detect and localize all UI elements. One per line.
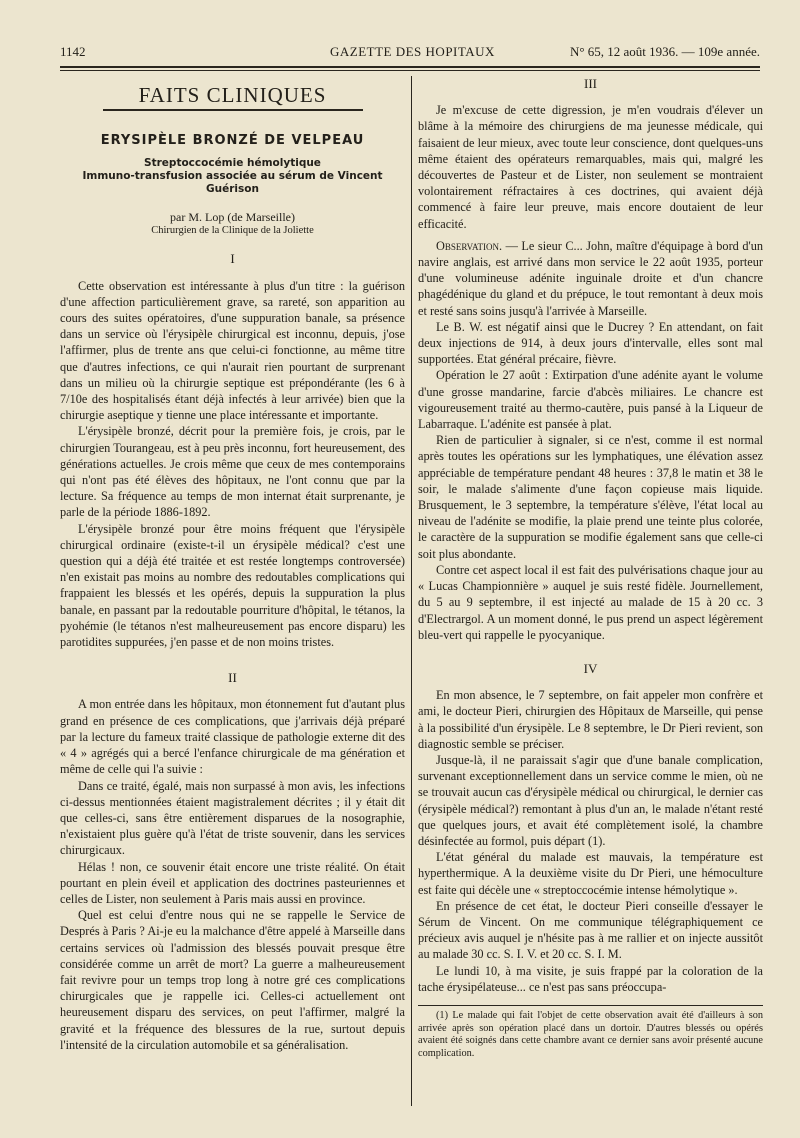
section-heading: FAITS CLINIQUES [103,84,363,111]
part-heading-iii: III [584,76,597,91]
footnote-text: (1) Le malade qui fait l'objet de cette observation avait été d'ailleurs à son arrivée après son opération placé dans un dortoir. D'autres blessés ou opérés avaient été soignés dans cette chambre avant ce dernier sans avoir présenté aucune complication. [418,1009,763,1059]
paragraph: L'érysipèle bronzé, décrit pour la première fois, je crois, par le chirurgien Tourangeau, est à peu près inconnu, fort heureusement, des générations actuelles. Je crois même que ceux de mes contemporains qui n'ont pas été élèves des hôpitaux, ne l'ont connu que par la lecture. Sa fréquence au temps de mon internat était surprenante, je parle de la période 1886-1892. [60,424,405,520]
header-rule-thin [60,70,760,71]
paragraph: Le B. W. est négatif ainsi que le Ducrey ? En attendant, on fait deux injections de 914, à deux jours d'intervalle, elles sont mal supportées. Etat général précaire, fièvre. [418,319,763,367]
article-title: ERYSIPÈLE BRONZÉ DE VELPEAU [100,133,365,149]
article-subtitle [60,157,405,196]
paragraph: L'érysipèle bronzé pour être moins fréquent que l'érysipèle chirurgical ordinaire (existe-t-il un érysipèle médical? c'est une question qui a déjà été traitée et est restée longtemps controversée) n'en existait pas moins au nombre des redoutables complications qui frappaient les blessés et les opérés, depuis la suppuration la plus banale, en passant par la redoutable pourriture d'hôpital, le tétanos, la pyohémie (le tétanos n'est malheureusement pas encore disparu) les parotidites suppurées, j'en passe et de non moins tristes. [60,521,405,650]
journal-title: GAZETTE DES HOPITAUX [330,44,495,59]
right-column [418,76,763,1060]
column-separator [411,76,412,1106]
subtitle-line-1: Streptoccocémie hémolytique [144,157,321,170]
subtitle-line-2: Immuno-transfusion associée au sérum de Vincent [82,170,383,183]
part-heading-i: I [230,251,235,267]
author-byline: par M. Lop (de Marseille) [170,210,295,225]
observation-text: — Le sieur C... John, maître d'équipage à bord d'un navire anglais, est arrivé dans mon service le 22 août 1935, porteur d'une volumineuse adénite inguinale droite et d'un chancre phagédénique du gland et du prépuce, le tout remontant à deux mois et resté sans soins jusqu'à l'arrivée à Marseille. [418,238,763,318]
paragraph: Dans ce traité, égalé, mais non surpassé à mon avis, les infections ci-dessus mentionnées étaient magistralement décrites ; il y était dit que celles-ci, sans être entièrement disparues de la nosographie, n'existaient plus guère qu'à l'état de triste souvenir, dans les services chirurgicaux. [60,778,405,858]
paragraph: En mon absence, le 7 septembre, on fait appeler mon confrère et ami, le docteur Pieri, chirurgien des Hôpitaux de Marseille, qui pense à la possibilité d'un érysipèle. Le 8 septembre, le Dr Pieri revient, son diagnostic semble se préciser. [418,688,763,751]
author-affiliation: Chirurgien de la Clinique de la Joliette [151,225,314,237]
page-number: 1142 [60,44,86,59]
paragraph: A mon entrée dans les hôpitaux, mon étonnement fut d'autant plus grand en présence de ces complications, que j'arrivais déjà préparé par la lecture du fameux traité classique de pathologie externe dit des « 4 » agrégés qui a bercé l'enfance chirurgicale de ma génération et même de celle qui l'a suivie : [60,697,405,777]
paragraph: Contre cet aspect local il est fait des pulvérisations chaque jour au « Lucas Championnière » auquel je suis resté fidèle. Journellement, du 5 au 9 septembre, il est injecté au malade de 15 à 20 cc. 3 d'Electrargol. A un moment donné, le pus prend un aspect légèrement bleu-vert qui rappelle le pyocyanique. [418,562,763,642]
part-heading-ii: II [228,670,237,686]
paragraph: Rien de particulier à signaler, si ce n'est, comme il est normal après toutes les opérations sur les lymphatiques, une élévation assez appréciable de température pendant 48 heures : 37,8 le matin et 38 le soir, le malade s'alimente d'une façon copieuse mais liquide. Brusquement, le 3 septembre, la température s'élève, l'état local au niveau de l'adénite se modifie, la plaie prend une teinte plus colorée, le caractère de la suppuration se modifie également sans que celle-ci soit plus abondante. [418,433,763,561]
part-heading-iv: IV [583,660,598,676]
paragraph: Je m'excuse de cette digression, je m'en voudrais d'élever un blâme à la mémoire des chirurgiens de ma jeunesse médicale, qui faisaient de leur mieux, avec toute leur conscience, dont quelques-uns même étaient des opérateurs remarquables, mais qui, malgré les découvertes de Pasteur et de Lister, non seulement se montraient volontairement réfractaires à ces doctrines, qui avaient déjà commencé à faire leur preuve, mais encore doutaient de leur efficacité. [418,103,763,231]
issue-date: N° 65, 12 août 1936. — 109e année. [569,44,760,59]
paragraph: Opération le 27 août : Extirpation d'une adénite ayant le volume d'une grosse mandarine, farcie d'abcès miliaires. Le chancre est vigoureusement traité au thermo-cautère, puis pansé à la Liqueur de Labarraque. L'adénite est pansée à plat. [418,368,763,432]
paragraph: Hélas ! non, ce souvenir était encore une triste réalité. On était pourtant en plein éveil et application des doctrines pasteuriennes et celles de Lister, non seulement à Paris mais aussi en province. [60,859,405,906]
header-rule-thick [60,66,760,68]
subtitle-line-3: Guérison [206,183,259,196]
paragraph: En présence de cet état, le docteur Pieri conseille d'essayer le Sérum de Vincent. On me communique télégraphiquement ce précieux avis auquel je n'hésite pas à me rallier et on injecte aussitôt au malade 30 cc. S. I. V. et 20 cc. S. I. M. [418,898,763,962]
observation-paragraph [418,238,763,319]
paragraph: Jusque-là, il ne paraissait s'agir que d'une banale complication, survenant exceptionnellement dans un service comme le mien, où ne se trouvait aucun cas d'érysipèle médical ou chirurgical, le dernier cas (érysipèle médical?) remontant à plus d'un an, le malade n'étant resté que quelques jours, et avait été complètement isolé, la chambre désinfectée au formol, puis départ (1). [418,752,763,848]
paragraph: Cette observation est intéressante à plus d'un titre : la guérison d'une affection particulièrement grave, sa rareté, son apparition au cours des suites opératoires, d'une suppuration banale, sa présence dans un service où l'érysipèle chirurgical est inconnu, depuis, j'ose l'affirmer, plus de trente ans que celui-ci fonctionne, au même titre que d'autres infections, ce qui n'aurait rien pourtant de surprenant dans un milieu où la chirurgie septique est prépondérante (les 6 à 7/10e des hospitalisés étant déjà infectés à leur arrivée) bien que la chirurgie aseptique y tienne une place intéressante et importante. [60,278,405,423]
running-header [60,44,760,62]
left-column [60,76,405,1053]
footnote [418,1005,763,1060]
paragraph: Le lundi 10, à ma visite, je suis frappé par la coloration de la tache érysipélateuse... ce n'est pas sans préoccupa- [418,963,763,994]
paragraph: Quel est celui d'entre nous qui ne se rappelle le Service de Després à Paris ? Ai-je eu la malchance d'être appelé à Marseille dans certains services où l'admission des blessés pouvait presque être considérée comme un arrêt de mort? La guerre a malheureusement fait revivre pour un temps trop long à notre gré ces complications chirurgicales que je rappelle ici. Celles-ci actuellement ont heureusement disparu des services, on peut l'affirmer, malgré la gravité et la fréquence des blessures de la rue, surtout depuis l'intensité de la circulation automobile et sa généralisation. [60,908,405,1052]
observation-label: Observation. [436,238,503,253]
paragraph: L'état général du malade est mauvais, la température est hyperthermique. A la deuxième visite du Dr Pieri, une hémoculture est faite qui décèle une « streptoccocémie intense hémolytique ». [418,850,763,897]
